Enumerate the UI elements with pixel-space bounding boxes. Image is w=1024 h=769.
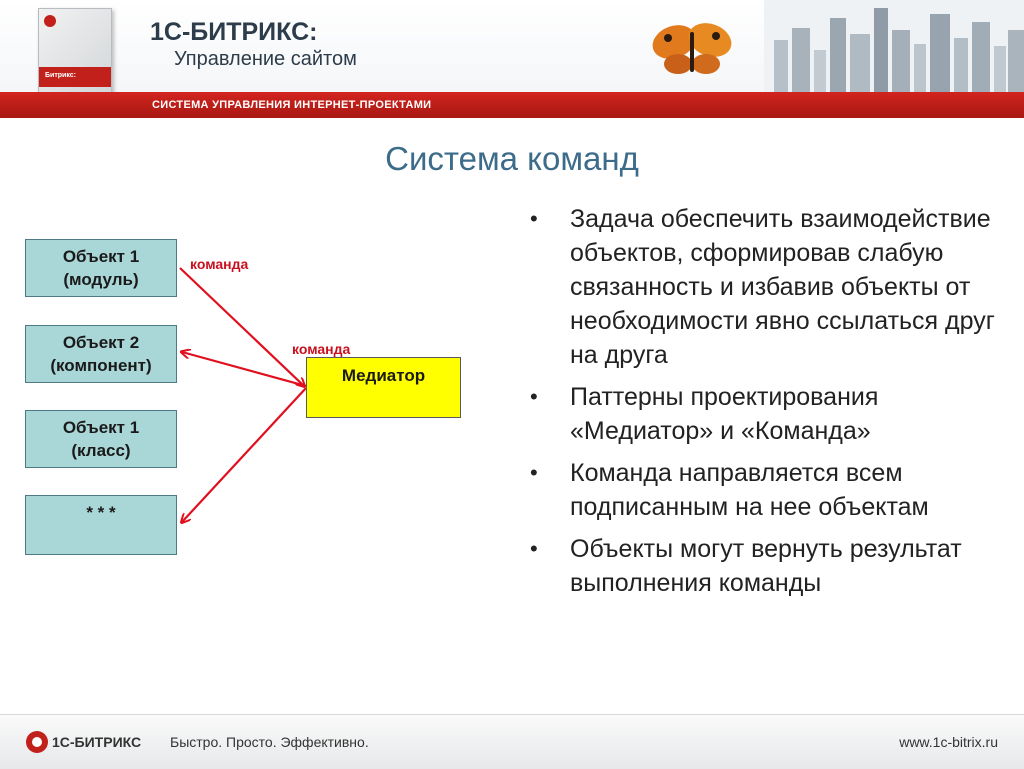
bitrix-logo-icon — [26, 731, 48, 753]
object-box-more — [25, 495, 177, 555]
bullet-item — [528, 456, 998, 524]
command-label-1: команда — [190, 256, 249, 272]
bullet-text: Задача обеспечить взаимодействие объектов, сформировав слабую связанность и избавив объекты от необходимости явно ссылаться друг на друга — [570, 205, 995, 369]
tagline-text: СИСТЕМА УПРАВЛЕНИЯ ИНТЕРНЕТ-ПРОЕКТАМИ — [152, 99, 432, 111]
bullet-dot-icon: • — [530, 460, 538, 485]
object-label: * * * — [86, 503, 116, 522]
bullet-dot-icon: • — [530, 384, 538, 409]
mediator-box: Медиатор — [306, 357, 461, 418]
object-box-class — [25, 410, 177, 468]
object-sublabel: (модуль) — [63, 270, 139, 289]
object-box-component — [25, 325, 177, 383]
slide-title: Система команд — [385, 140, 639, 177]
footer-bar — [0, 714, 1024, 769]
bullet-text: Команда направляется всем подписанным на нее объектам — [570, 459, 929, 521]
command-label-2: команда — [292, 341, 351, 357]
object-sublabel: (класс) — [71, 441, 131, 460]
footer-brand: 1С-БИТРИКС — [52, 734, 142, 750]
bullet-dot-icon: • — [530, 536, 538, 561]
object-label: Объект 1 — [62, 418, 140, 437]
brand-title: 1С-БИТРИКС: — [150, 18, 318, 46]
object-sublabel: (компонент) — [50, 356, 152, 375]
footer-url-link[interactable]: www.1c-bitrix.ru — [899, 734, 998, 750]
footer-slogan: Быстро. Просто. Эффективно. — [170, 734, 369, 750]
brand-subtitle: Управление сайтом — [174, 48, 357, 70]
bullet-text: Объекты могут вернуть результат выполнения команды — [570, 535, 962, 597]
bullet-item — [528, 380, 998, 448]
box-label: Битрикс: — [45, 72, 76, 79]
bullet-text: Паттерны проектирования «Медиатор» и «Команда» — [570, 383, 879, 445]
object-label: Объект 1 — [62, 247, 140, 266]
bullet-dot-icon: • — [530, 206, 538, 231]
bullet-item — [528, 202, 998, 372]
object-box-module — [25, 239, 177, 297]
object-label: Объект 2 — [62, 333, 140, 352]
bullet-list — [528, 202, 998, 608]
bullet-item — [528, 532, 998, 600]
arrow-mediator-to-object4 — [182, 388, 306, 522]
